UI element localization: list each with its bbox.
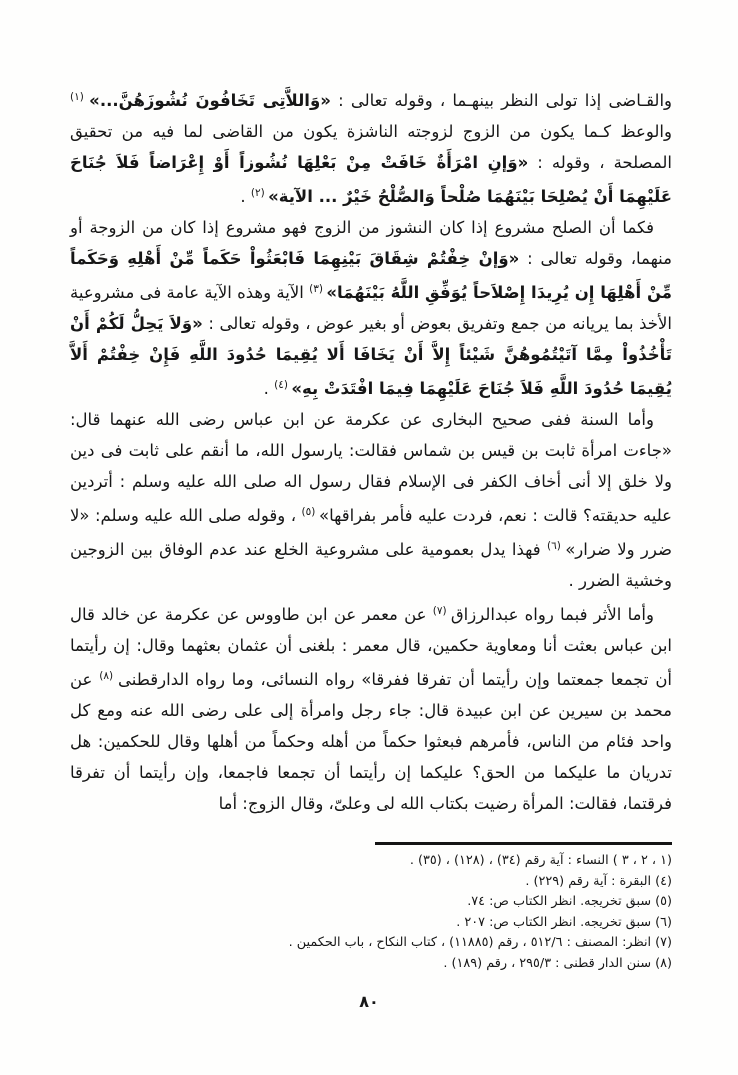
quran-verse: «وَإنِ امْرَأَةٌ خَافَتْ مِنْ بَعْلِهَا نُشُوزاً أَوْ إِعْرَاضاً فَلاَ جُنَاحَ عَلَيْهِمَا أَنْ يُصْلِحَا بَيْنَهُمَا صُلْحاً وَالصُّلْحُ خَيْرٌ ... الآية»	[70, 153, 672, 206]
footnote-ref: (٢)	[250, 187, 269, 199]
footnote-ref: (٦)	[546, 540, 566, 552]
footnote-line: (٨) سنن الدار قطنى : ٢٩٥/٣ ، رقم (١٨٩) .	[443, 955, 672, 971]
footnote-separator	[375, 842, 672, 845]
footnote-ref: (١)	[70, 91, 90, 103]
footnote-ref: (٨)	[99, 670, 118, 682]
body-text	[70, 82, 672, 819]
footnotes	[92, 851, 672, 974]
footnote-line: (٥) سبق تخريجه. انظر الكتاب ص: ٧٤.	[467, 894, 672, 909]
page-number: ٨٠	[359, 992, 379, 1011]
paragraph	[70, 596, 672, 819]
footnote-line: (٧) انظر: المصنف : ٥١٢/٦ ، رقم (١١٨٨٥) ، كتاب النكاح ، باب الحكمين .	[288, 935, 672, 950]
footnote-line: (١ ، ٢ ، ٣ ) النساء : آية رقم (٣٤) ، (١٢٨) ، (٣٥) .	[409, 853, 672, 868]
text-run: الآية وهذه الآية عامة فى مشروعية الأخذ بما يريانه من جمع وتفريق بعوض أو بغير عوض ، وقوله تعالى :	[70, 283, 673, 333]
text-run: والوعظ كـما يكون من الزوج لزوجته الناشزة يكون من القاضى لما فيه من تحقيق المصلحة ، وقوله :	[70, 122, 672, 172]
quran-verse: «وَلاَ يَحِلُّ لَكُمْ أَنْ تَأْخُذُواْ مِمَّا آتَيْتُمُوهُنَّ شَيْئاً إِلاَّ أَنْ يَخَافَا أَلا يُقِيمَا حُدُودَ اللَّهِ فَإِنْ خِفْتُمْ أَلاَّ يُقِيمَا حُدُودَ اللَّهِ فَلاَ جُنَاحَ عَلَيْهِمَا فِيمَا افْتَدَتْ بِهِ»	[70, 314, 672, 398]
text-run: عن محمد بن سيرين عن ابن عبيدة قال: جاء رجل وامرأة إلى على رضى الله عنه ومع كل واحد فئام من الناس، فأمرهم فبعثوا حكماً من أهله وحكماً من أهلها وقال للحكمين: هل تدريان ما عليكما من الحق؟ عليكما إن رأيتما أن تجمعا فاجمعا، وإن رأيتما أن تفرقا فرقتما، فقالت: المرأة رضيت بكتاب الله لى وعلىّ، وقال الزوج: أما	[70, 670, 672, 813]
footnote-line: (٤) البقرة : آية رقم (٢٢٩) .	[525, 873, 672, 889]
footnote-line: (٦) سبق تخريجه. انظر الكتاب ص: ٢٠٧ .	[456, 914, 672, 930]
text-run: وأما السنة ففى صحيح البخارى عن عكرمة عن ابن عباس رضى الله عنهما قال: «جاءت امرأة ثابت بن قيس بن شماس فقالت: يارسول الله، ما أنقم على ثابت فى دين ولا خلق إلا أنى أخاف الكفر فى الإسلام فقال رسول اله صلى الله عليه وسلم : أتردين عليه حديقته؟ قالت : نعم، فردت عليه فأمر بفراقها»	[70, 410, 673, 525]
text-run: فهذا يدل بعمومية على مشروعية الخلع عند عدم الوفاق بين الزوجين وخشية الضرر .	[70, 540, 672, 590]
paragraph	[70, 404, 672, 596]
text-run: .	[240, 187, 251, 206]
paragraph	[70, 212, 672, 404]
footnote-ref: (٣)	[309, 283, 327, 295]
footnote-ref: (٤)	[274, 379, 292, 391]
text-run: والقـاضى إذا تولى النظر بينهـما ، وقوله تعالى :	[330, 91, 672, 110]
footnote-ref: (٧)	[432, 605, 451, 617]
text-run: ، وقوله صلى الله عليه وسلم: «لا ضرر ولا ضرار»	[70, 506, 672, 559]
quran-verse: «وَإنْ خِفْتُمْ شِقَاقَ بَيْنِهِمَا فَابْعَثُواْ حَكَماً مِّنْ أَهْلِهِ وَحَكَماً مِّنْ أَهْلِهَا إِن يُرِيدَا إِصْلاَحاً يُوَفِّقِ اللَّهُ بَيْنَهُمَا»	[70, 249, 673, 302]
text-run: .	[263, 379, 275, 398]
paragraph	[70, 82, 672, 212]
text-run: فكما أن الصلح مشروع إذا كان النشوز من الزوج فهو مشروع إذا كان من الزوجة أو منهما، وقوله تعالى :	[70, 218, 673, 268]
text-run: وأما الأثر فبما رواه عبدالرزاق	[450, 605, 654, 624]
footnote-ref: (٥)	[301, 506, 319, 518]
quran-verse: «وَاللاَّتِى تَخَافُونَ نُشُوزَهُنَّ...»	[89, 91, 331, 110]
text-run: عن معمر عن ابن طاووس عن عكرمة عن خالد قال ابن عباس بعثت أنا ومعاوية حكمين، قال معمر : بلغنى أن عثمان بعثهما وقال: إن رأيتما أن تجمعا جمعتما وإن رأيتما أن تفرقا ففرقا» رواه النسائى، وما رواه الدارقطنى	[70, 605, 673, 689]
